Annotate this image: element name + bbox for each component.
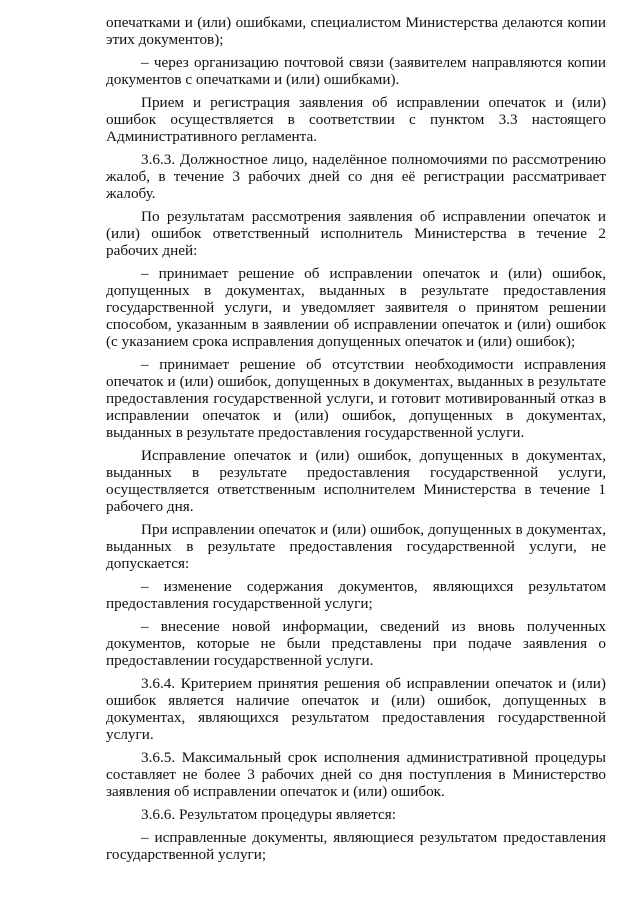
paragraph: – через организацию почтовой связи (заявителем направляются копии документов с опечатками и (или) ошибками). bbox=[106, 54, 606, 88]
paragraph: По результатам рассмотрения заявления об исправлении опечаток и (или) ошибок ответственный исполнитель Министерства в течение 2 рабочих дней: bbox=[106, 208, 606, 259]
paragraph: – исправленные документы, являющиеся результатом предоставления государственной услуги; bbox=[106, 829, 606, 863]
paragraph: – внесение новой информации, сведений из вновь полученных документов, которые не были представлены при подаче заявления о предоставлении государственной услуги. bbox=[106, 618, 606, 669]
paragraph: Прием и регистрация заявления об исправлении опечаток и (или) ошибок осуществляется в соответствии с пунктом 3.3 настоящего Административного регламента. bbox=[106, 94, 606, 145]
paragraph: – изменение содержания документов, являющихся результатом предоставления государственной услуги; bbox=[106, 578, 606, 612]
paragraph: 3.6.3. Должностное лицо, наделённое полномочиями по рассмотрению жалоб, в течение 3 рабочих дней со дня её регистрации рассматривает жалобу. bbox=[106, 151, 606, 202]
paragraph: опечатками и (или) ошибками, специалистом Министерства делаются копии этих документов); bbox=[106, 14, 606, 48]
paragraph: 3.6.4. Критерием принятия решения об исправлении опечаток и (или) ошибок является наличие опечаток и (или) ошибок, допущенных в документах, являющихся результатом предоставления государственной услуги. bbox=[106, 675, 606, 743]
paragraph: – принимает решение об отсутствии необходимости исправления опечаток и (или) ошибок, допущенных в документах, выданных в результате предоставления государственной услуги, и готовит мотивированный отказ в исправлении опечаток и (или) ошибок, допущенных в документах, выданных в результате предоставления государственной услуги. bbox=[106, 356, 606, 441]
paragraph: При исправлении опечаток и (или) ошибок, допущенных в документах, выданных в результате предоставления государственной услуги, не допускается: bbox=[106, 521, 606, 572]
paragraph: 3.6.6. Результатом процедуры является: bbox=[141, 806, 396, 823]
paragraph: Исправление опечаток и (или) ошибок, допущенных в документах, выданных в результате предоставления государственной услуги, осуществляется ответственным исполнителем Министерства в течение 1 рабочего дня. bbox=[106, 447, 606, 515]
paragraph: 3.6.5. Максимальный срок исполнения административной процедуры составляет не более 3 рабочих дней со дня поступления в Министерство заявления об исправлении опечаток и (или) ошибок. bbox=[106, 749, 606, 800]
paragraph: – принимает решение об исправлении опечаток и (или) ошибок, допущенных в документах, выданных в результате предоставления государственной услуги, и уведомляет заявителя о принятом решении способом, указанным в заявлении об исправлении опечаток и (или) ошибок (с указанием срока исправления допущенных опечаток и (или) ошибок); bbox=[106, 265, 606, 350]
